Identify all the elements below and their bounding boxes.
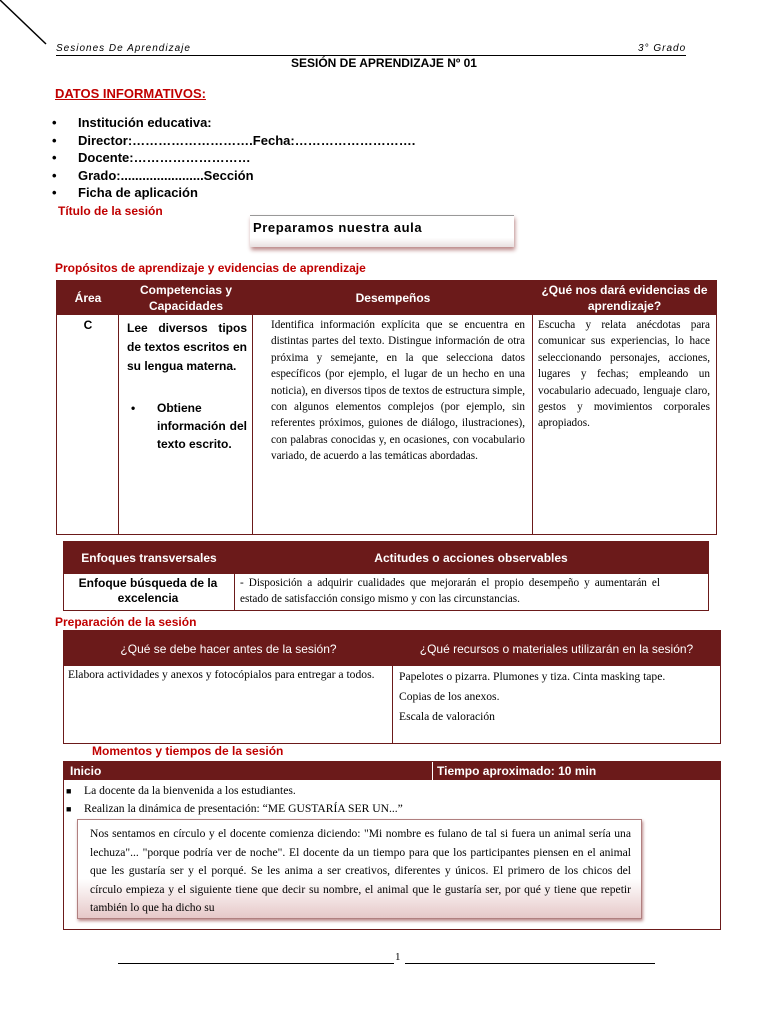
recurso-item: Papelotes o pizarra. Plumones y tiza. Cinta masking tape. bbox=[399, 670, 666, 683]
recursos-list bbox=[399, 667, 719, 727]
recurso-item: Escala de valoración bbox=[399, 710, 495, 723]
inicio-label: Inicio bbox=[64, 762, 432, 780]
momentos-table bbox=[63, 761, 721, 930]
inicio-item: ■ La docente da la bienvenida a los estudiantes. bbox=[66, 784, 296, 797]
enfoques-table bbox=[63, 541, 709, 611]
datos-item: • Docente:……………………… bbox=[52, 149, 415, 167]
propositos-table bbox=[56, 280, 717, 535]
preparacion-table bbox=[63, 630, 721, 744]
th-recursos: ¿Qué recursos o materiales utilizarán en la sesión? bbox=[393, 631, 720, 666]
th-desempenos: Desempeños bbox=[253, 281, 533, 315]
propositos-heading: Propósitos de aprendizaje y evidencias de aprendizaje bbox=[55, 261, 366, 275]
page-title: SESIÓN DE APRENDIZAJE Nº 01 bbox=[291, 56, 477, 70]
th-antes: ¿Qué se debe hacer antes de la sesión? bbox=[64, 631, 393, 666]
datos-item: • Institución educativa: bbox=[52, 114, 415, 132]
corner-line bbox=[0, 0, 50, 46]
dinamica-box: Nos sentamos en círculo y el docente comienza diciendo: "Mi nombre es fulano de tal si fuera un animal sería una lechuza"... "porque podría ver de noche". El docente da un tiempo para que los participantes piensen en el animal que les gustaría ser y el porqué. Se les anima a ser creativos, diferentes y únicos. El primero de los chicos del círculo empieza y el siguiente tiene que decir su nombre, el animal que le gustaría ser, por qué y tiene que repetir también lo que ha dicho su bbox=[77, 819, 642, 919]
datos-heading: DATOS INFORMATIVOS: bbox=[55, 86, 206, 101]
th-actitudes: Actitudes o acciones observables bbox=[234, 542, 708, 574]
capacidad-list bbox=[131, 399, 247, 453]
th-area: Área bbox=[57, 281, 119, 315]
tiempo-label: Tiempo aproximado: 10 min bbox=[432, 762, 720, 780]
momentos-heading: Momentos y tiempos de la sesión bbox=[92, 744, 284, 758]
inicio-item: ■ Realizan la dinámica de presentación: “ME GUSTARÍA SER UN...” bbox=[66, 802, 403, 815]
header-right: 3° Grado bbox=[638, 43, 687, 54]
datos-item: • Grado:.......................Sección bbox=[52, 167, 415, 185]
page-number: 1 bbox=[395, 951, 401, 963]
capacidad-item: • Obtiene información del texto escrito. bbox=[131, 399, 247, 453]
header-left: Sesiones De Aprendizaje bbox=[56, 43, 191, 54]
th-competencias: Competencias y Capacidades bbox=[119, 281, 253, 315]
recurso-item: Copias de los anexos. bbox=[399, 690, 500, 703]
th-enfoques: Enfoques transversales bbox=[64, 542, 234, 574]
desempeno-text: Identifica información explícita que se encuentra en distintas partes del texto. Distingue información de otra próxima y semejante, en la que selecciona datos específicos (por ejemplo, el lugar de un hecho en una noticia), en diversos tipos de textos de estructura simple, con algunos elementos complejos (por ejemplo, sin referentes próximos, guiones de diálogo, ilustraciones), con palabras conocidas y, en ocasiones, con vocabulario variado, de acuerdo a las temáticas abordadas. bbox=[271, 319, 525, 463]
th-evidencias: ¿Qué nos dará evidencias de aprendizaje? bbox=[533, 281, 716, 315]
datos-item: • Ficha de aplicación bbox=[52, 184, 415, 202]
titulo-label: Título de la sesión bbox=[58, 204, 163, 218]
footer-rule-left bbox=[118, 963, 394, 964]
competencia-text: Lee diversos tipos de textos escritos en su lengua materna. bbox=[127, 321, 247, 373]
datos-list bbox=[52, 114, 415, 202]
preparacion-heading: Preparación de la sesión bbox=[55, 615, 197, 629]
actitud-text: - Disposición a adquirir cualidades que mejorarán el propio desempeño y aumentarán el estado de satisfacción consigo mismo y con las circunstancias. bbox=[240, 577, 660, 605]
enfoque-value: Enfoque búsqueda de la excelencia bbox=[78, 576, 218, 605]
antes-text: Elabora actividades y anexos y fotocópialos para entregar a todos. bbox=[68, 668, 375, 681]
footer-rule-right bbox=[405, 963, 655, 964]
inicio-list bbox=[66, 782, 706, 818]
evidencia-text: Escucha y relata anécdotas para comunicar sus experiencias, lo hace seleccionando personajes, acciones, lugares y fechas; empleando un vocabulario adecuado, lenguaje claro, gestos y movimientos corporales apropiados. bbox=[538, 319, 710, 430]
datos-item: • Director:……………………….Fecha:………………………. bbox=[52, 132, 415, 150]
titulo-box: Preparamos nuestra aula bbox=[250, 215, 514, 247]
area-value: C bbox=[83, 318, 93, 332]
